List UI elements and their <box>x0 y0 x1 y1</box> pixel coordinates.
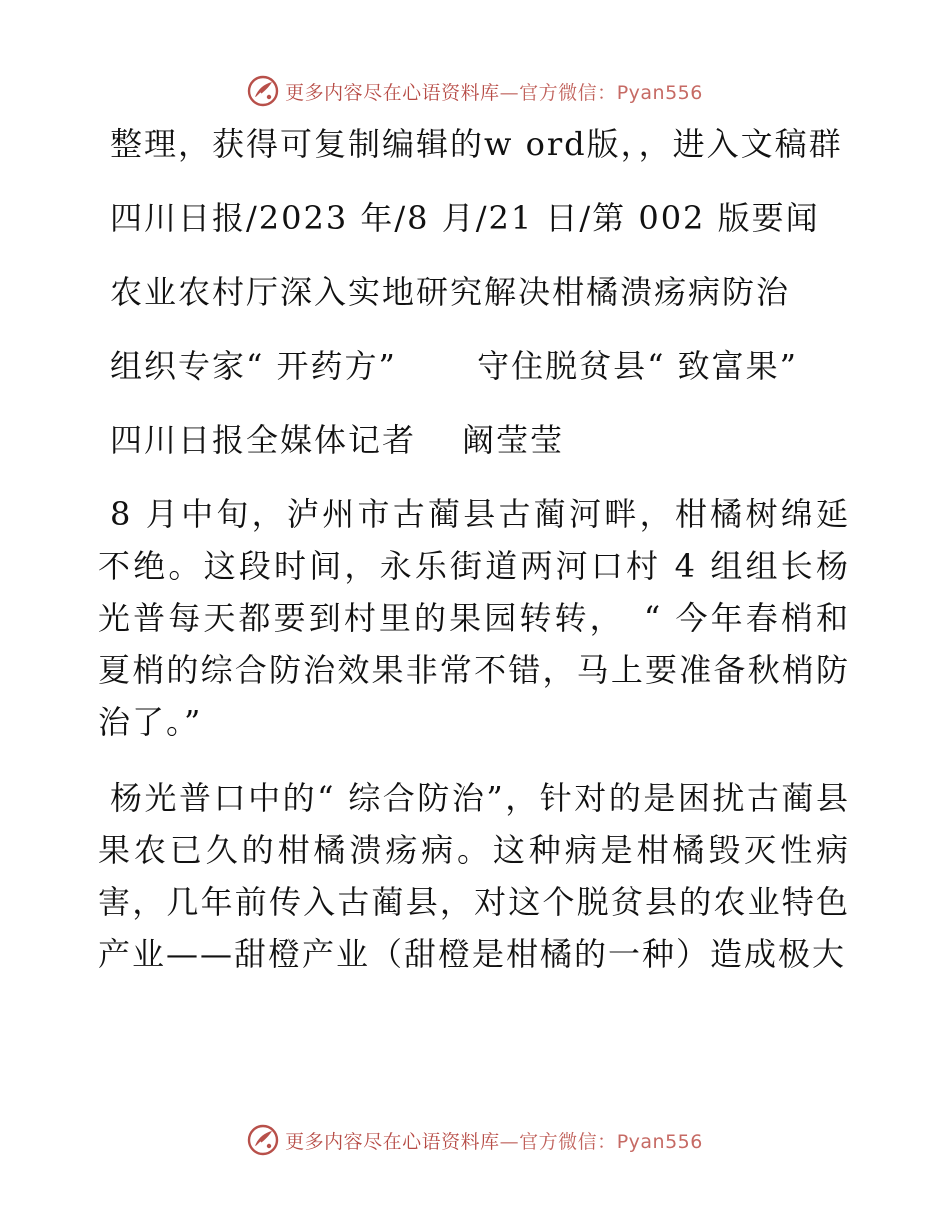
watermark-header <box>0 71 950 111</box>
logo-icon <box>247 75 279 107</box>
watermark-text <box>285 78 703 105</box>
byline: 四川日报全媒体记者 阚莹莹 <box>110 421 565 459</box>
watermark-id: Pyan556 <box>616 1130 703 1153</box>
logo-icon <box>247 1124 279 1156</box>
watermark-dash: — <box>499 1130 520 1153</box>
subheadline: 组织专家“ 开药方” 守住脱贫县“ 致富果” <box>110 347 798 385</box>
intro-line: 整理，获得可复制编辑的w ord版，，进入文稿群 <box>110 125 843 163</box>
source-line: 四川日报/2023 年/8 月/21 日/第 002 版要闻 <box>110 199 820 237</box>
paragraph-2: 杨光普口中的“ 综合防治”，针对的是困扰古蔺县果农已久的柑橘溃疡病。这种病是柑橘毁灭性病害，几年前传入古蔺县，对这个脱贫县的农业特色产业——甜橙产业（甜橙是柑橘的一种）造成极大 <box>98 779 850 973</box>
watermark-site: 更多内容尽在心语资料库 <box>285 1130 500 1153</box>
watermark-dash: — <box>499 81 520 104</box>
watermark-site: 更多内容尽在心语资料库 <box>285 81 500 104</box>
watermark-text <box>285 1127 703 1154</box>
watermark-label: 官方微信： <box>519 81 617 104</box>
headline: 农业农村厅深入实地研究解决柑橘溃疡病防治 <box>110 273 791 311</box>
paragraph-1: 8 月中旬，泸州市古蔺县古蔺河畔，柑橘树绵延不绝。这段时间，永乐街道两河口村 4 组组长杨光普每天都要到村里的果园转转， “ 今年春梢和夏梢的综合防治效果非常不错，马上要准备秋梢防治了。” <box>98 495 850 741</box>
watermark-id: Pyan556 <box>616 81 703 104</box>
watermark-label: 官方微信： <box>519 1130 617 1153</box>
document-body <box>98 118 850 980</box>
watermark-footer <box>0 1120 950 1160</box>
